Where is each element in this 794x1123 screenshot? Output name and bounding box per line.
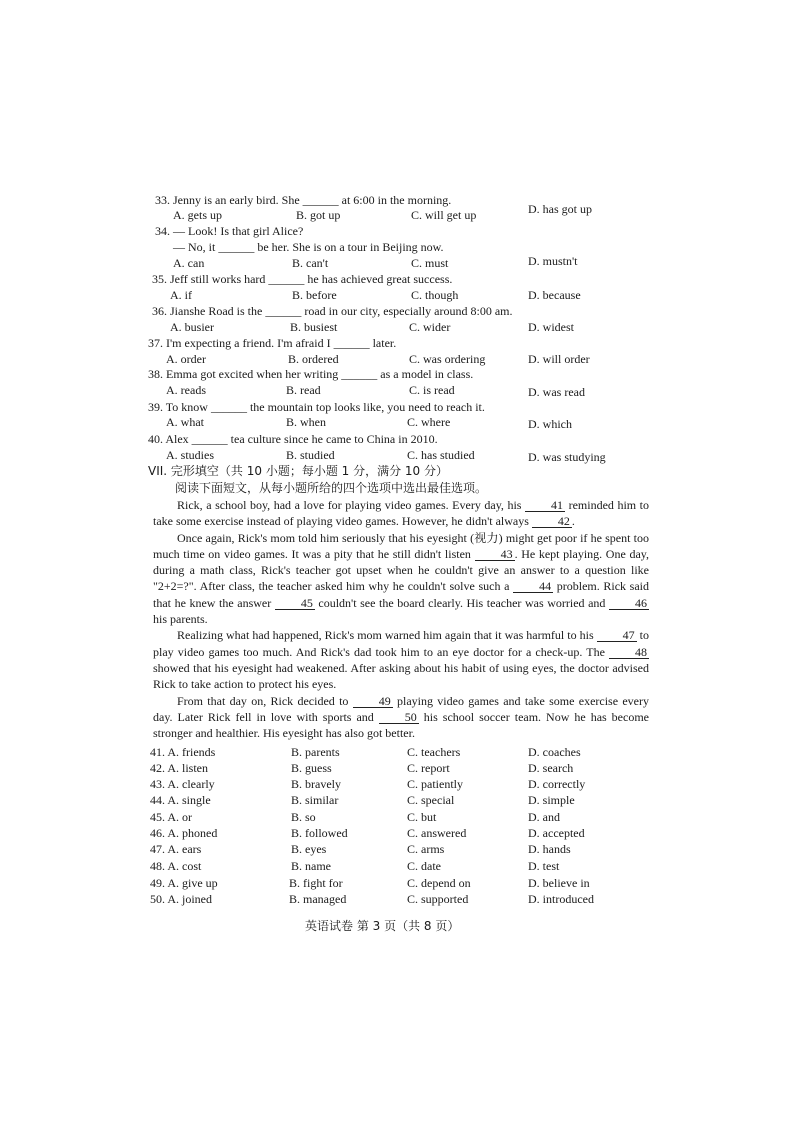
cloze-48-option-d: D. test — [528, 859, 560, 873]
cloze-43-option-a: 43. A. clearly — [150, 777, 215, 791]
cloze-48-option-b: B. name — [291, 859, 331, 873]
cloze-47-option-d: D. hands — [528, 842, 571, 856]
section-title: VII. 完形填空（共 10 小题；每小题 1 分，满分 10 分） — [148, 464, 448, 478]
passage-text: to play video games too much. And Rick's dad took him to an eye doctor for a check-up. The — [153, 628, 649, 659]
question-34-stem-line2: — No, it ______ be her. She is on a tour in Beijing now. — [173, 240, 444, 254]
passage-text: playing video games and take some exercise every day. Later Rick fell in love with sports and — [153, 693, 649, 724]
q37-option-b: B. ordered — [288, 352, 339, 366]
q36-option-c: C. wider — [409, 320, 451, 334]
q33-option-c: C. will get up — [411, 208, 477, 222]
cloze-49-option-c: C. depend on — [407, 876, 471, 890]
cloze-47-option-c: C. arms — [407, 842, 445, 856]
blank-42: 42 — [532, 515, 572, 528]
q33-option-a: A. gets up — [173, 208, 222, 222]
question-39-stem: 39. To know ______ the mountain top looks like, you need to reach it. — [148, 400, 485, 414]
q35-option-a: A. if — [170, 288, 192, 302]
q34-option-d: D. mustn't — [528, 254, 578, 268]
cloze-45-option-c: C. but — [407, 810, 437, 824]
cloze-42-option-a: 42. A. listen — [150, 761, 209, 775]
cloze-43-option-b: B. bravely — [291, 777, 341, 791]
q33-option-d: D. has got up — [528, 202, 592, 216]
question-33-stem: 33. Jenny is an early bird. She ______ at 6:00 in the morning. — [155, 193, 452, 207]
passage-text: showed that his eyesight had weakened. After asking about his habit of using eyes, the doctor advised Rick to take action to protect his eyes. — [153, 660, 649, 692]
passage-paragraph-4 — [153, 693, 649, 742]
question-37-stem: 37. I'm expecting a friend. I'm afraid I ______ later. — [148, 336, 397, 350]
cloze-42-option-d: D. search — [528, 761, 574, 775]
cloze-47-option-b: B. eyes — [291, 842, 327, 856]
cloze-48-option-a: 48. A. cost — [150, 859, 202, 873]
passage-text: . He kept playing. One day, during a math class, Rick's teacher got upset when he couldn't give an answer to a question like "2+2=?". After class, the teacher asked him why he couldn't solve such a — [153, 546, 650, 594]
q37-option-a: A. order — [166, 352, 206, 366]
blank-43: 43 — [475, 548, 515, 561]
cloze-45-option-a: 45. A. or — [150, 810, 192, 824]
cloze-41-option-b: B. parents — [291, 745, 340, 759]
passage-text: his school soccer team. Now he has become stronger and healthier. His eyesight has also got better. — [153, 709, 649, 741]
passage-text: his parents. — [153, 612, 208, 627]
cloze-50-option-d: D. introduced — [528, 892, 594, 906]
section-instruction: 阅读下面短文，从每小题所给的四个选项中选出最佳选项。 — [175, 481, 488, 495]
blank-49: 49 — [353, 695, 393, 708]
blank-50: 50 — [379, 711, 419, 724]
cloze-46-option-a: 46. A. phoned — [150, 826, 218, 840]
cloze-43-option-d: D. correctly — [528, 777, 586, 791]
cloze-45-option-d: D. and — [528, 810, 560, 824]
q37-option-d: D. will order — [528, 352, 590, 366]
cloze-50-option-a: 50. A. joined — [150, 892, 212, 906]
q38-option-d: D. was read — [528, 385, 585, 399]
q39-option-a: A. what — [166, 415, 204, 429]
cloze-41-option-c: C. teachers — [407, 745, 461, 759]
cloze-44-option-a: 44. A. single — [150, 793, 211, 807]
cloze-41-option-d: D. coaches — [528, 745, 581, 759]
passage-text: Rick, a school boy, had a love for playing video games. Every day, his — [177, 498, 526, 512]
cloze-50-option-c: C. supported — [407, 892, 469, 906]
passage-text: problem. Rick said that he knew the answer — [153, 579, 650, 610]
cloze-46-option-c: C. answered — [407, 826, 467, 840]
passage-text: Realizing what had happened, Rick's mom warned him again that it was harmful to his — [177, 628, 597, 643]
question-40-stem: 40. Alex ______ tea culture since he came to China in 2010. — [148, 432, 438, 446]
cloze-41-option-a: 41. A. friends — [150, 745, 216, 759]
cloze-passage — [153, 497, 649, 741]
cloze-44-option-b: B. similar — [291, 793, 339, 807]
question-36-stem: 36. Jianshe Road is the ______ road in our city, especially around 8:00 am. — [152, 304, 513, 318]
q40-option-b: B. studied — [286, 448, 335, 462]
q39-option-d: D. which — [528, 417, 572, 431]
cloze-46-option-d: D. accepted — [528, 826, 585, 840]
cloze-46-option-b: B. followed — [291, 826, 348, 840]
q34-option-b: B. can't — [292, 256, 329, 270]
cloze-48-option-c: C. date — [407, 859, 441, 873]
q38-option-a: A. reads — [166, 383, 206, 397]
question-38-stem: 38. Emma got excited when her writing ______ as a model in class. — [148, 367, 474, 381]
passage-text: From that day on, Rick decided to — [177, 693, 353, 708]
cloze-50-option-b: B. managed — [289, 892, 347, 906]
q40-option-d: D. was studying — [528, 450, 606, 464]
passage-paragraph-1 — [153, 497, 649, 530]
cloze-44-option-c: C. special — [407, 793, 455, 807]
blank-44: 44 — [513, 580, 553, 593]
q36-option-d: D. widest — [528, 320, 574, 334]
cloze-47-option-a: 47. A. ears — [150, 842, 202, 856]
cloze-43-option-c: C. patiently — [407, 777, 463, 791]
blank-48: 48 — [609, 646, 649, 659]
q39-option-c: C. where — [407, 415, 451, 429]
question-35-stem: 35. Jeff still works hard ______ he has achieved great success. — [152, 272, 453, 286]
q35-option-b: B. before — [292, 288, 337, 302]
q40-option-a: A. studies — [166, 448, 214, 462]
q35-option-c: C. though — [411, 288, 459, 302]
cloze-45-option-b: B. so — [291, 810, 316, 824]
cloze-44-option-d: D. simple — [528, 793, 575, 807]
q33-option-b: B. got up — [296, 208, 341, 222]
question-34-stem: 34. — Look! Is that girl Alice? — [155, 224, 304, 238]
passage-text: couldn't see the board clearly. His teacher was worried and — [314, 595, 609, 610]
cloze-42-option-b: B. guess — [291, 761, 332, 775]
passage-text: Once again, Rick's mom told him seriously that his eyesight (视力) might get poor if he spent too much time on video games. It was a pity that he still didn't listen — [153, 530, 649, 561]
q36-option-a: A. busier — [170, 320, 214, 334]
q34-option-c: C. must — [411, 256, 449, 270]
q35-option-d: D. because — [528, 288, 581, 302]
passage-text: reminded him to take some exercise instead of playing video games. However, he didn't always — [153, 498, 649, 529]
blank-46: 46 — [609, 597, 649, 610]
q38-option-b: B. read — [286, 383, 321, 397]
passage-paragraph-3 — [153, 627, 649, 692]
q37-option-c: C. was ordering — [409, 352, 486, 366]
cloze-49-option-b: B. fight for — [289, 876, 343, 890]
blank-47: 47 — [597, 629, 637, 642]
q38-option-c: C. is read — [409, 383, 455, 397]
page-footer: 英语试卷 第 3 页（共 8 页） — [305, 919, 460, 933]
cloze-42-option-c: C. report — [407, 761, 450, 775]
q34-option-a: A. can — [173, 256, 205, 270]
cloze-49-option-a: 49. A. give up — [150, 876, 218, 890]
cloze-49-option-d: D. believe in — [528, 876, 590, 890]
q39-option-b: B. when — [286, 415, 326, 429]
passage-paragraph-2 — [153, 530, 649, 628]
blank-45: 45 — [275, 597, 315, 610]
q40-option-c: C. has studied — [407, 448, 475, 462]
q36-option-b: B. busiest — [290, 320, 338, 334]
passage-text: . — [571, 514, 575, 529]
blank-41: 41 — [525, 499, 565, 512]
